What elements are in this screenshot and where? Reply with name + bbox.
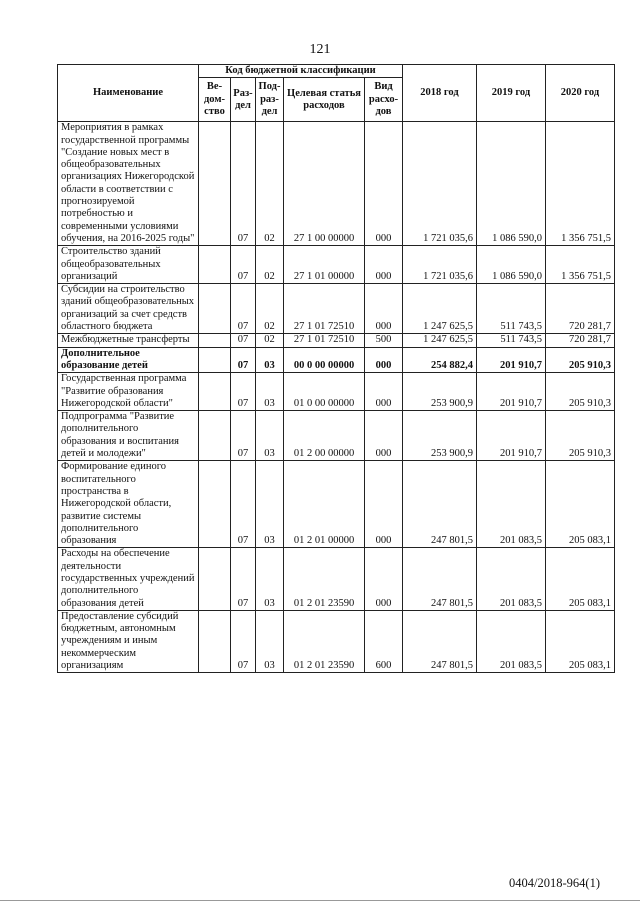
cell-y2018: 253 900,9: [403, 373, 477, 411]
cell-y2020: 720 281,7: [546, 284, 615, 334]
cell-razdel: 07: [231, 246, 256, 284]
table-row: [58, 246, 615, 284]
cell-razdel: 07: [231, 122, 256, 246]
table-row: [58, 122, 615, 246]
cell-ved: [199, 122, 231, 246]
budget-table: [57, 64, 615, 673]
cell-podrazdel: 03: [256, 461, 284, 548]
cell-name: Межбюджетные трансферты: [58, 334, 199, 347]
cell-csr: 00 0 00 00000: [284, 347, 365, 373]
cell-csr: 27 1 01 00000: [284, 246, 365, 284]
document-code: 0404/2018-964(1): [509, 876, 600, 890]
col-header-code-group: Код бюджетной классификации: [199, 65, 403, 78]
cell-name: Формирование единого воспитательного пространства в Нижегородской области, развитие системы дополнительного образования: [58, 461, 199, 548]
cell-name: Расходы на обеспечение деятельности государственных учреждений дополнительного образования детей: [58, 548, 199, 610]
cell-csr: 01 2 01 23590: [284, 548, 365, 610]
cell-y2020: 205 910,3: [546, 347, 615, 373]
cell-y2019: 1 086 590,0: [477, 246, 546, 284]
cell-csr: 01 2 01 23590: [284, 610, 365, 672]
cell-csr: 01 2 00 00000: [284, 411, 365, 461]
cell-y2019: 201 083,5: [477, 461, 546, 548]
cell-podrazdel: 03: [256, 373, 284, 411]
table-row: [58, 411, 615, 461]
table-row: [58, 461, 615, 548]
table-row: [58, 284, 615, 334]
cell-name: Мероприятия в рамках государственной программы "Создание новых мест в общеобразовательных организациях Нижегородской области в соответствии с прогнозируемой потребностью и современными условиями обучения, на 2016-2025 годы": [58, 122, 199, 246]
cell-csr: 27 1 01 72510: [284, 284, 365, 334]
col-header-csr: Целевая статья расходов: [284, 78, 365, 122]
cell-razdel: 07: [231, 411, 256, 461]
cell-y2018: 247 801,5: [403, 610, 477, 672]
cell-y2020: 205 083,1: [546, 461, 615, 548]
cell-podrazdel: 02: [256, 334, 284, 347]
cell-y2019: 201 083,5: [477, 548, 546, 610]
cell-razdel: 07: [231, 461, 256, 548]
col-header-2020: 2020 год: [546, 65, 615, 122]
cell-y2019: 201 910,7: [477, 411, 546, 461]
table-row: [58, 347, 615, 373]
cell-vid: 600: [365, 610, 403, 672]
cell-name: Государственная программа "Развитие образования Нижегородской области": [58, 373, 199, 411]
cell-y2020: 1 356 751,5: [546, 246, 615, 284]
cell-razdel: 07: [231, 610, 256, 672]
cell-vid: 000: [365, 548, 403, 610]
cell-podrazdel: 03: [256, 347, 284, 373]
page-bottom-line: [0, 900, 640, 901]
cell-ved: [199, 246, 231, 284]
cell-y2019: 201 910,7: [477, 373, 546, 411]
col-header-2019: 2019 год: [477, 65, 546, 122]
cell-vid: 000: [365, 122, 403, 246]
cell-vid: 000: [365, 284, 403, 334]
cell-name: Предоставление субсидий бюджетным, автономным учреждениям и иным некоммерческим организациям: [58, 610, 199, 672]
cell-razdel: 07: [231, 548, 256, 610]
cell-y2018: 247 801,5: [403, 548, 477, 610]
cell-name: Подпрограмма "Развитие дополнительного образования и воспитания детей и молодежи": [58, 411, 199, 461]
cell-razdel: 07: [231, 373, 256, 411]
cell-y2018: 1 247 625,5: [403, 334, 477, 347]
table-body: [58, 122, 615, 673]
cell-razdel: 07: [231, 284, 256, 334]
cell-podrazdel: 02: [256, 122, 284, 246]
cell-ved: [199, 347, 231, 373]
cell-vid: 000: [365, 411, 403, 461]
cell-y2020: 720 281,7: [546, 334, 615, 347]
cell-y2020: 205 083,1: [546, 610, 615, 672]
table-row: [58, 334, 615, 347]
cell-razdel: 07: [231, 334, 256, 347]
cell-name: Дополнительное образование детей: [58, 347, 199, 373]
cell-y2018: 253 900,9: [403, 411, 477, 461]
cell-y2020: 205 083,1: [546, 548, 615, 610]
cell-y2019: 511 743,5: [477, 334, 546, 347]
cell-ved: [199, 548, 231, 610]
cell-vid: 500: [365, 334, 403, 347]
cell-razdel: 07: [231, 347, 256, 373]
cell-y2019: 1 086 590,0: [477, 122, 546, 246]
col-header-2018: 2018 год: [403, 65, 477, 122]
cell-y2019: 201 910,7: [477, 347, 546, 373]
table-row: [58, 373, 615, 411]
cell-ved: [199, 411, 231, 461]
cell-vid: 000: [365, 347, 403, 373]
cell-y2018: 1 247 625,5: [403, 284, 477, 334]
cell-y2020: 205 910,3: [546, 373, 615, 411]
cell-podrazdel: 02: [256, 246, 284, 284]
col-header-podrazdel: Под-раз-дел: [256, 78, 284, 122]
cell-podrazdel: 03: [256, 411, 284, 461]
cell-csr: 27 1 00 00000: [284, 122, 365, 246]
cell-vid: 000: [365, 461, 403, 548]
cell-ved: [199, 610, 231, 672]
cell-csr: 27 1 01 72510: [284, 334, 365, 347]
cell-y2018: 254 882,4: [403, 347, 477, 373]
col-header-ved: Ве-дом-ство: [199, 78, 231, 122]
page-number: 121: [309, 42, 331, 57]
cell-ved: [199, 334, 231, 347]
table-row: [58, 548, 615, 610]
table-row: [58, 610, 615, 672]
cell-ved: [199, 284, 231, 334]
cell-ved: [199, 461, 231, 548]
cell-y2020: 1 356 751,5: [546, 122, 615, 246]
cell-y2019: 511 743,5: [477, 284, 546, 334]
cell-vid: 000: [365, 373, 403, 411]
cell-podrazdel: 02: [256, 284, 284, 334]
col-header-name: Наименование: [58, 65, 199, 122]
cell-y2019: 201 083,5: [477, 610, 546, 672]
cell-ved: [199, 373, 231, 411]
cell-podrazdel: 03: [256, 610, 284, 672]
cell-csr: 01 2 01 00000: [284, 461, 365, 548]
cell-y2018: 1 721 035,6: [403, 246, 477, 284]
cell-csr: 01 0 00 00000: [284, 373, 365, 411]
col-header-vid: Вид расхо-дов: [365, 78, 403, 122]
cell-y2018: 1 721 035,6: [403, 122, 477, 246]
cell-podrazdel: 03: [256, 548, 284, 610]
cell-vid: 000: [365, 246, 403, 284]
cell-y2020: 205 910,3: [546, 411, 615, 461]
col-header-razdel: Раз-дел: [231, 78, 256, 122]
cell-name: Строительство зданий общеобразовательных организаций: [58, 246, 199, 284]
cell-y2018: 247 801,5: [403, 461, 477, 548]
cell-name: Субсидии на строительство зданий общеобразовательных организаций за счет средств областного бюджета: [58, 284, 199, 334]
